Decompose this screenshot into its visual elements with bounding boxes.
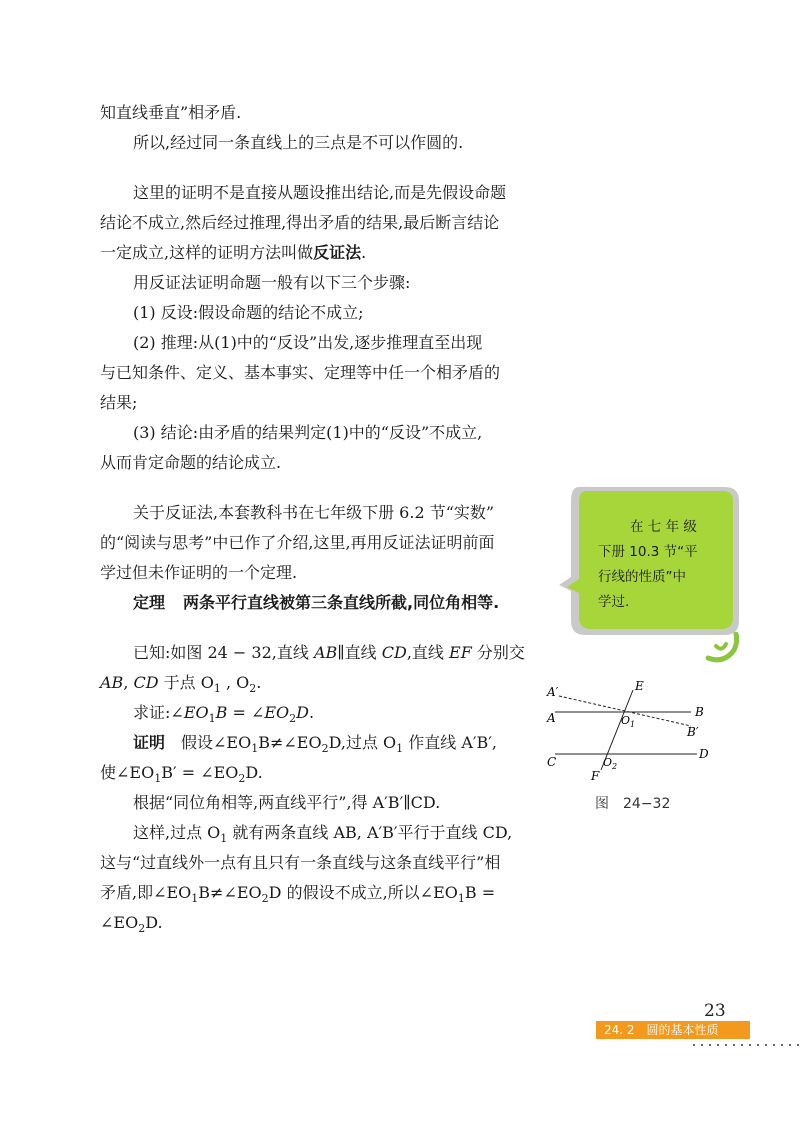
text-span: 一定成立,这样的证明方法叫做	[100, 243, 314, 262]
text-span: = ∠	[227, 703, 265, 722]
text-line: 知直线垂直”相矛盾.	[100, 103, 242, 122]
text-line: (1) 反设:假设命题的结论不成立;	[133, 303, 364, 322]
label-f: F	[591, 769, 600, 783]
side-note-line: 在 七 年 级	[630, 519, 697, 535]
subscript: 1	[251, 742, 259, 756]
text-span: .	[308, 703, 315, 722]
subscript: 1	[396, 742, 404, 756]
subscript: 2	[289, 712, 297, 726]
text-line: 这里的证明不是直接从题设推出结论,而是先假设命题	[133, 183, 507, 202]
subscript: 2	[261, 892, 269, 906]
math-span: CD	[381, 643, 407, 662]
text-span: ,	[123, 673, 134, 692]
text-span: ∥直线	[337, 643, 382, 662]
side-note-line: 下册 10.3 节“平	[598, 544, 698, 560]
figure-24-32	[541, 676, 721, 786]
label-a: A	[547, 711, 556, 725]
text-line: 与已知条件、定义、基本事实、定理等中任一个相矛盾的	[100, 363, 501, 382]
text-line: 学过但未作证明的一个定理.	[100, 563, 298, 582]
text-span: , O	[220, 673, 250, 692]
text-span: 作直线 A′B′,	[403, 733, 498, 752]
math-span: EF	[449, 643, 472, 662]
text-span: ,直线	[406, 643, 450, 662]
subscript: 2	[138, 922, 146, 936]
subscript: 1	[213, 682, 221, 696]
figure-caption: 图 24−32	[595, 796, 671, 812]
math-span: AB	[100, 673, 124, 692]
text-span: B≠∠EO	[258, 733, 322, 752]
text-span: 使∠EO	[100, 763, 155, 782]
text-span: 已知:如图 24 − 32,直线	[133, 643, 314, 662]
text-line: 所以,经过同一条直线上的三点是不可以作圆的.	[133, 133, 464, 152]
text-line: 用反证法证明命题一般有以下三个步骤:	[133, 273, 411, 292]
subscript: 1	[191, 892, 199, 906]
label-e: E	[635, 679, 644, 693]
label-b: B	[695, 705, 704, 719]
text-span: ∠EO	[100, 913, 139, 932]
proof-label: 证明	[133, 733, 166, 752]
label-o2-letter: O	[603, 756, 613, 769]
text-line: 结论不成立,然后经过推理,得出矛盾的结果,最后断言结论	[100, 213, 500, 232]
text-span: .	[256, 673, 262, 692]
text-span: D.	[245, 763, 263, 782]
text-span: D 的假设不成立,所以∠EO	[268, 883, 458, 902]
theorem-line	[133, 593, 499, 613]
label-o2-sub: 2	[612, 762, 618, 771]
theorem-label: 定理	[133, 593, 166, 612]
math-span: EO	[183, 703, 209, 722]
proof-line-2	[100, 763, 263, 786]
text-span: D,过点 O	[328, 733, 397, 752]
subscript: 1	[220, 832, 228, 846]
text-line: 结果;	[100, 393, 138, 412]
prove-line	[133, 703, 315, 726]
subscript: 2	[249, 682, 257, 696]
text-line	[100, 243, 366, 263]
subscript: 1	[154, 772, 162, 786]
math-span: B	[215, 703, 228, 722]
text-span: B =	[464, 883, 496, 902]
subscript: 2	[238, 772, 246, 786]
label-a-prime: A′	[547, 685, 559, 699]
curl-arrow-icon	[704, 632, 744, 666]
text-span: 假设∠EO	[181, 733, 252, 752]
label-c: C	[547, 755, 557, 769]
label-o2	[603, 756, 617, 771]
text-span: B≠∠EO	[198, 883, 262, 902]
subscript: 1	[457, 892, 465, 906]
text-span: D.	[145, 913, 163, 932]
text-line	[100, 883, 496, 906]
text-span: 这样,过点 O	[133, 823, 221, 842]
text-span: .	[361, 243, 367, 262]
label-o1	[621, 714, 635, 729]
label-d: D	[699, 747, 709, 761]
term-reductio: 反证法	[313, 243, 362, 262]
label-o1-sub: 1	[630, 720, 636, 729]
text-line: (3) 结论:由矛盾的结果判定(1)中的“反设”不成立,	[133, 423, 483, 442]
text-line: 关于反证法,本套教科书在七年级下册 6.2 节“实数”	[133, 503, 495, 522]
text-span: 分别交	[471, 643, 525, 662]
subscript: 1	[208, 712, 216, 726]
dotted-rule	[690, 1044, 800, 1046]
text-line: 的“阅读与思考”中已作了介绍,这里,再用反证法证明前面	[100, 533, 495, 552]
text-line	[133, 823, 513, 846]
text-span: 于点 O	[158, 673, 214, 692]
text-line: 从而肯定命题的结论成立.	[100, 453, 282, 472]
proof-line	[133, 733, 498, 756]
side-note-line: 学过.	[598, 594, 630, 610]
side-note-text	[598, 515, 724, 615]
label-b-prime: B′	[687, 725, 699, 739]
theorem-text: 两条平行直线被第三条直线所截,同位角相等.	[183, 593, 500, 612]
math-span: EO	[264, 703, 290, 722]
given-line	[133, 643, 525, 663]
text-line	[100, 913, 163, 936]
text-span: 求证:∠	[133, 703, 184, 722]
side-note-line: 行线的性质”中	[598, 569, 686, 585]
label-o1-letter: O	[621, 714, 631, 727]
text-line: (2) 推理:从(1)中的“反设”出发,逐步推理直至出现	[133, 333, 483, 352]
math-span: D	[296, 703, 309, 722]
subscript: 2	[321, 742, 329, 756]
math-span: AB	[313, 643, 338, 662]
math-span: CD	[133, 673, 159, 692]
given-line-2	[100, 673, 262, 696]
text-line: 这与“过直线外一点有且只有一条直线与这条直线平行”相	[100, 853, 501, 872]
text-span: B′ = ∠EO	[161, 763, 239, 782]
page-number: 23	[704, 1001, 726, 1021]
text-span: 矛盾,即∠EO	[100, 883, 192, 902]
text-span: 就有两条直线 AB, A′B′平行于直线 CD,	[227, 823, 513, 842]
section-banner: 24. 2 圆的基本性质	[596, 1021, 750, 1039]
text-line: 根据“同位角相等,两直线平行”,得 A′B′∥CD.	[133, 793, 441, 812]
